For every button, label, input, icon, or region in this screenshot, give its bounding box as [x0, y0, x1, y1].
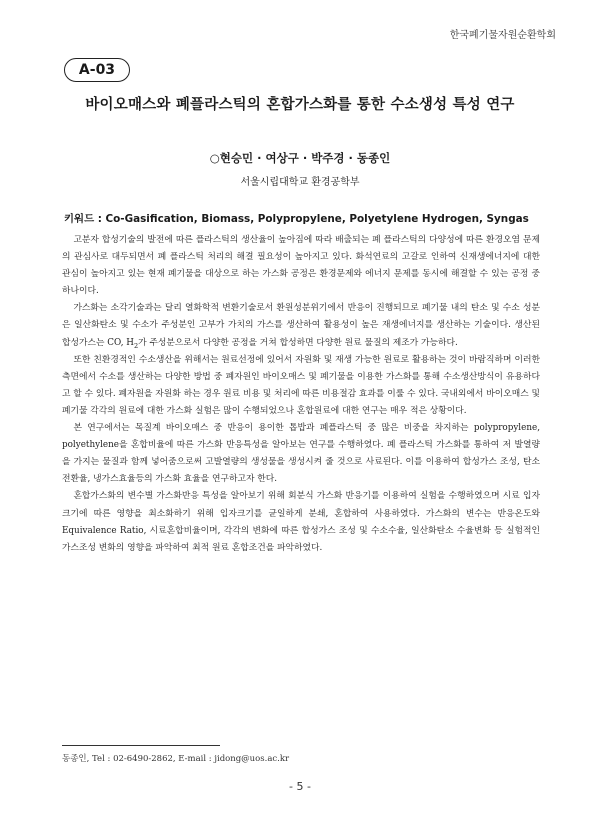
abstract-body [62, 232, 540, 557]
paragraph-1: 고분자 합성기술의 발전에 따른 플라스틱의 생산율이 높아짐에 따라 배출되는 폐 플라스틱의 다양성에 따른 환경오염 문제의 관심사로 대두되면서 폐 플라스틱 처리의 해결 필요성이 높아지고 있다. 화석연료의 고갈로 인하여 신재생에너지에 대한 관심이 높아지고 있는 현재 폐기물을 대상으로 하는 가스화 공정은 환경문제와 에너지 문제를 동시에 해결할 수 있는 공정 중 하나이다. [62, 235, 540, 297]
paragraph-2-text-b: 가 주성분으로서 다양한 공정을 거쳐 합성하면 다양한 원료 물질의 제조가 가능하다. [138, 337, 458, 348]
paper-code-badge [64, 58, 130, 82]
affiliation: 서울시립대학교 환경공학부 [240, 177, 360, 188]
corresponding-author-footnote: 동종인, Tel : 02-6490-2862, E-mail : jidong@uos.ac.kr [62, 754, 290, 764]
keywords: 키워드 : Co-Gasification, Biomass, Polypropylene, Polyetylene Hydrogen, Syngas [64, 213, 529, 225]
paper-code: A-03 [78, 62, 116, 78]
paragraph-2 [62, 300, 540, 351]
paragraph-2-text-a: 가스화는 소각기술과는 달리 열화학적 변환기술로서 환원성분위기에서 반응이 진행되므로 폐기물 내의 탄소 및 수소 성분은 일산화탄소 및 수소가 주성분인 고부가 가치의 가스를 생산하여 활용성이 높은 재생에너지를 생산하는 기술이다. 생산된 합성가스는 CO, H [62, 303, 540, 348]
society-name: 한국폐기물자원순환학회 [449, 30, 556, 41]
author-list: ○현승민 · 여상구 · 박주경 · 동종인 [209, 151, 391, 165]
paragraph-4: 본 연구에서는 목질계 바이오매스 중 반응이 용이한 톱밥과 폐플라스틱 중 많은 비중을 차지하는 polypropylene, polyethylene을 혼합비율에 따른 가스화 반응특성을 알아보는 연구를 수행하였다. 폐 플라스틱 가스화를 통하여 저 발열량을 가지는 물질과 함께 넣어줌으로써 고발열량의 생성물을 생성시켜 줄 것으로 사료된다. 이를 이용하여 합성가스 조성, 탄소전환율, 냉가스효율등의 가스화 효율을 연구하고자 한다. [62, 423, 540, 485]
subscript: 2 [133, 341, 139, 350]
page-number: - 5 - [289, 780, 311, 793]
paper-title: 바이오매스와 폐플라스틱의 혼합가스화를 통한 수소생성 특성 연구 [85, 97, 515, 113]
paragraph-3: 또한 친환경적인 수소생산을 위해서는 원료선정에 있어서 자원화 및 재생 가능한 원료로 활용하는 것이 바람직하며 이러한 측면에서 수소를 생산하는 다양한 방법 중 폐자원인 바이오매스 및 폐기물을 이용한 가스화를 통해 수소생산방식이 유용하다고 할 수 있다. 폐자원을 자원화 하는 경우 원료 비용 및 처리에 따른 비용절감 효과를 이룰 수 있다. 국내외에서 바이오매스 및 폐기물 각각의 원료에 대한 가스화 실험은 많이 수행되었으나 혼합원료에 대한 연구는 매우 적은 상황이다. [62, 354, 540, 416]
paragraph-5: 혼합가스화의 변수별 가스화반응 특성을 알아보기 위해 회분식 가스화 반응기를 이용하여 실험을 수행하였으며 시료 입자크기에 따른 영향을 최소화하기 위해 입자크기를 균일하게 분쇄, 혼합하여 사용하였다. 가스화의 변수는 반응온도와 Equivalence Ratio, 시료혼합비율이며, 각각의 변화에 따른 합성가스 조성 및 수소수율, 일산화탄소 수율변화 등 실험적인 가스조성 변화의 영향을 파악하여 최적 원료 혼합조건을 파악하였다. [62, 491, 540, 553]
footnote-divider [62, 745, 220, 746]
